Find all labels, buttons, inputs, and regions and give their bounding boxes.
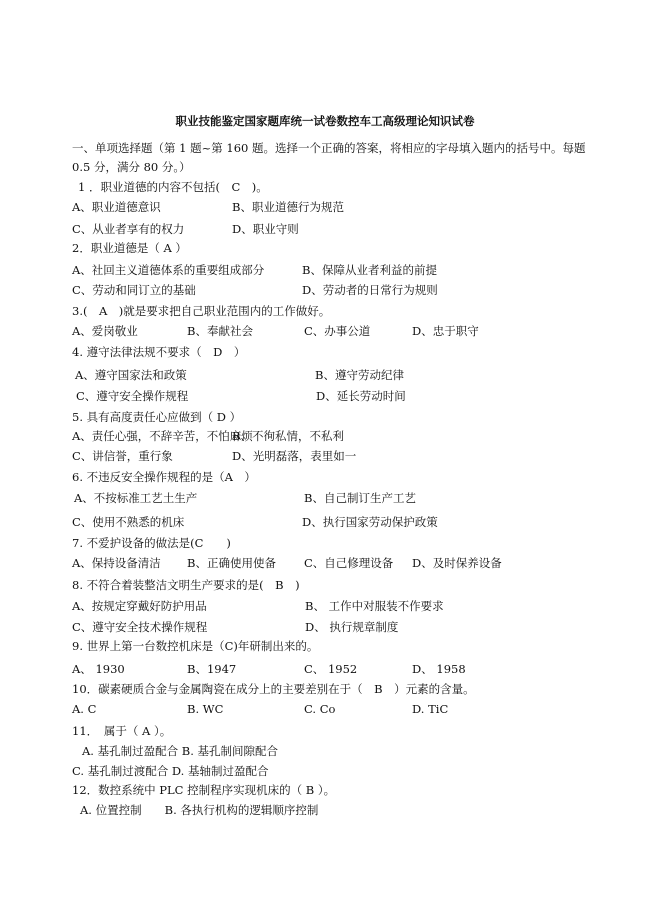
option-a: A、责任心强，不辞辛苦，不怕麻烦 bbox=[72, 429, 253, 443]
section-heading: 一、单项选择题（第 1 题~第 160 题。选择一个正确的答案，将相应的字母填入题内的括号中。每题 bbox=[72, 141, 586, 155]
option-b: B、保障从业者利益的前提 bbox=[302, 263, 437, 277]
exam-title: 职业技能鉴定国家题库统一试卷数控车工高级理论知识试卷 bbox=[175, 114, 475, 128]
option-b: B、 工作中对服装不作要求 bbox=[305, 599, 444, 613]
option-c: C、劳动和同订立的基础 bbox=[72, 283, 196, 297]
section-heading-cont: 0.5 分，满分 80 分。） bbox=[72, 160, 191, 174]
question-stem: 11． 属于（ A ）。 bbox=[72, 724, 172, 738]
option-a: A、 1930 bbox=[72, 662, 125, 676]
option-b: B、不徇私情，不私利 bbox=[232, 429, 344, 443]
question-stem: 10．碳素硬质合金与金属陶瓷在成分上的主要差别在于（ B ）元素的含量。 bbox=[72, 682, 475, 696]
option-d: D、光明磊落，表里如一 bbox=[232, 449, 357, 463]
option-d: D、执行国家劳动保护政策 bbox=[302, 515, 438, 529]
option-c: C. Co bbox=[304, 702, 336, 716]
option-c: C、办事公道 bbox=[304, 324, 371, 338]
option-c: C、讲信誉，重行象 bbox=[72, 449, 173, 463]
option-d: D、 1958 bbox=[412, 662, 466, 676]
question-stem: 1 ．职业道德的内容不包括( C )。 bbox=[78, 180, 268, 194]
option-c: C、使用不熟悉的机床 bbox=[72, 515, 185, 529]
option-d: D、延长劳动时间 bbox=[316, 389, 406, 403]
option-d: D. TiC bbox=[412, 702, 449, 716]
option-d: D、劳动者的日常行为规则 bbox=[302, 283, 438, 297]
option-a: A. 位置控制 B. 各执行机构的逻辑顺序控制 bbox=[80, 803, 319, 817]
option-a: A. C bbox=[72, 702, 97, 716]
option-c: C、遵守安全操作规程 bbox=[76, 389, 189, 403]
option-b: B、正确使用使备 bbox=[187, 556, 276, 570]
option-c: C、 1952 bbox=[304, 662, 358, 676]
option-a: A、社回主义道德体系的重要组成部分 bbox=[72, 263, 265, 277]
option-c: C、遵守安全技术操作规程 bbox=[72, 620, 208, 634]
option-b: B、奉献社会 bbox=[187, 324, 253, 338]
question-stem: 12．数控系统中 PLC 控制程序实现机床的（ B ）。 bbox=[72, 783, 336, 797]
option-b: B. WC bbox=[187, 702, 224, 716]
question-stem: 6. 不违反安全操作规程的是（A ） bbox=[72, 470, 256, 484]
question-stem: 4. 遵守法律法规不要求（ D ） bbox=[72, 345, 246, 359]
option-a: A、按规定穿戴好防护用品 bbox=[72, 599, 207, 613]
option-b: B、1947 bbox=[187, 662, 237, 676]
option-a: A、保持设备清洁 bbox=[72, 556, 161, 570]
option-b: B、自己制订生产工艺 bbox=[304, 491, 416, 505]
option-d: D、职业守则 bbox=[232, 222, 299, 236]
option-b: B、职业道德行为规范 bbox=[232, 200, 344, 214]
question-stem: 9. 世界上第一台数控机床是（C)年研制出来的。 bbox=[72, 639, 319, 653]
option-a: C. 基孔制过渡配合 D. 基轴制过盈配合 bbox=[72, 764, 269, 778]
question-stem: 2．职业道德是（ A ） bbox=[72, 241, 187, 255]
option-a: A、不按标准工艺土生产 bbox=[74, 491, 198, 505]
option-a: A、爱岗敬业 bbox=[72, 324, 138, 338]
question-stem: 7. 不爱护设备的做法是(C ) bbox=[72, 536, 231, 550]
option-d: D、及时保养设备 bbox=[412, 556, 502, 570]
question-stem: 8. 不符合着装整洁文明生产要求的是( B ) bbox=[72, 578, 300, 592]
option-d: D、忠于职守 bbox=[412, 324, 479, 338]
option-d: D、 执行规章制度 bbox=[305, 620, 399, 634]
option-c: C、从业者享有的权力 bbox=[72, 222, 185, 236]
option-a: A、职业道德意识 bbox=[72, 200, 161, 214]
option-a: A. 基孔制过盈配合 B. 基孔制间隙配合 bbox=[82, 744, 279, 758]
option-a: A、遵守国家法和政策 bbox=[75, 368, 187, 382]
option-c: C、自己修理设备 bbox=[304, 556, 394, 570]
question-stem: 5. 具有高度责任心应做到（ D ） bbox=[72, 410, 242, 424]
question-stem: 3.( A )就是要求把自己职业范围内的工作做好。 bbox=[72, 304, 331, 318]
option-b: B、遵守劳动纪律 bbox=[315, 368, 404, 382]
